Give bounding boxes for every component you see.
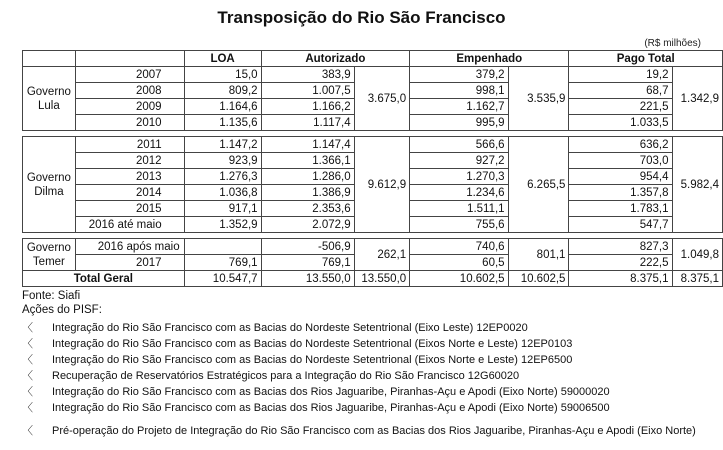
- pago-cell: 1.783,1: [569, 201, 672, 217]
- total-empenhado: 10.602,5: [410, 271, 508, 287]
- loa-cell: 1.135,6: [184, 115, 261, 131]
- action-item: 〈 Pré-operação do Projeto de Integração do Rio São Francisco com as Bacias dos Rios Jaguaribe, Piranhas-Açu e Apodi (Eixo Norte): [22, 422, 696, 438]
- empenhado-cell: 927,2: [410, 153, 508, 169]
- total-pago-sum: 8.375,1: [672, 271, 722, 287]
- budget-table: [22, 50, 723, 287]
- empenhado-cell: 379,2: [410, 67, 508, 83]
- bracket-bullet-icon: 〈: [22, 370, 33, 382]
- empenhado-subtotal-dilma: 6.265,5: [508, 137, 569, 233]
- loa-cell: 1.276,3: [184, 169, 261, 185]
- empenhado-cell: 1.511,1: [410, 201, 508, 217]
- total-label: Total Geral: [23, 271, 185, 287]
- pago-cell: 1.357,8: [569, 185, 672, 201]
- empenhado-cell: 1.270,3: [410, 169, 508, 185]
- autorizado-cell: 1.117,4: [261, 115, 354, 131]
- autorizado-cell: 1.286,0: [261, 169, 354, 185]
- action-item: 〈 Integração do Rio São Francisco com as Bacias do Nordeste Setentrional (Eixos Norte e Leste) 12EP0103: [22, 335, 572, 351]
- pago-cell: 1.033,5: [569, 115, 672, 131]
- government-label-lula: Governo Lula: [23, 67, 76, 131]
- total-pago: 8.375,1: [569, 271, 672, 287]
- pago-cell: 703,0: [569, 153, 672, 169]
- year-cell: 2008: [75, 83, 184, 99]
- autorizado-cell: 1.366,1: [261, 153, 354, 169]
- document-title: Transposição do Rio São Francisco: [217, 8, 506, 27]
- empenhado-cell: 740,6: [410, 239, 508, 255]
- year-cell: 2012: [75, 153, 184, 169]
- action-item: 〈 Integração do Rio São Francisco com as Bacias do Nordeste Setentrional (Eixos Norte e Leste) 12EP6500: [22, 351, 572, 367]
- table-row: [23, 239, 723, 255]
- year-cell: 2016 até maio: [75, 217, 184, 233]
- units-note: (R$ milhões): [644, 38, 701, 49]
- total-loa: 10.547,7: [184, 271, 261, 287]
- year-cell: 2010: [75, 115, 184, 131]
- loa-cell: 809,2: [184, 83, 261, 99]
- pago-cell: 222,5: [569, 255, 672, 271]
- bracket-bullet-icon: 〈: [22, 386, 33, 398]
- action-item: 〈 Integração do Rio São Francisco com as Bacias dos Rios Jaguaribe, Piranhas-Açu e Apodi (Eixo Norte) 59006500: [22, 399, 610, 415]
- pago-cell: 547,7: [569, 217, 672, 233]
- loa-cell: 1.164,6: [184, 99, 261, 115]
- bracket-bullet-icon: 〈: [22, 322, 33, 334]
- year-cell: 2016 após maio: [75, 239, 184, 255]
- year-cell: 2011: [75, 137, 184, 153]
- action-item: 〈 Integração do Rio São Francisco com as Bacias dos Rios Jaguaribe, Piranhas-Açu e Apodi (Eixo Norte) 59000020: [22, 383, 610, 399]
- action-item: 〈 Recuperação de Reservatórios Estratégicos para a Integração do Rio São Francisco 12G60020: [22, 367, 519, 383]
- autorizado-cell: 1.007,5: [261, 83, 354, 99]
- autorizado-subtotal-temer: 262,1: [354, 239, 410, 271]
- pago-subtotal-dilma: 5.982,4: [672, 137, 722, 233]
- loa-cell: 1.352,9: [184, 217, 261, 233]
- pago-subtotal-temer: 1.049,8: [672, 239, 722, 271]
- pago-cell: 68,7: [569, 83, 672, 99]
- empenhado-subtotal-temer: 801,1: [508, 239, 569, 271]
- source-note: Fonte: Siafi: [22, 290, 81, 302]
- header-empenhado: Empenhado: [410, 51, 569, 67]
- autorizado-cell: 1.166,2: [261, 99, 354, 115]
- table-row: [23, 137, 723, 153]
- empenhado-cell: 566,6: [410, 137, 508, 153]
- header-autorizado: Autorizado: [261, 51, 410, 67]
- year-cell: 2013: [75, 169, 184, 185]
- total-autorizado-sum: 13.550,0: [354, 271, 410, 287]
- header-row: [23, 51, 723, 67]
- empenhado-cell: 755,6: [410, 217, 508, 233]
- pago-cell: 636,2: [569, 137, 672, 153]
- empenhado-subtotal-lula: 3.535,9: [508, 67, 569, 131]
- year-cell: 2007: [75, 67, 184, 83]
- bracket-bullet-icon: 〈: [22, 354, 33, 366]
- year-cell: 2009: [75, 99, 184, 115]
- header-pago-total: Pago Total: [569, 51, 723, 67]
- pago-subtotal-lula: 1.342,9: [672, 67, 722, 131]
- autorizado-cell: -506,9: [261, 239, 354, 255]
- total-empenhado-sum: 10.602,5: [508, 271, 569, 287]
- header-loa: LOA: [184, 51, 261, 67]
- government-label-temer: Governo Temer: [23, 239, 76, 271]
- loa-cell: 769,1: [184, 255, 261, 271]
- autorizado-subtotal-lula: 3.675,0: [354, 67, 410, 131]
- pago-cell: 954,4: [569, 169, 672, 185]
- loa-cell: 917,1: [184, 201, 261, 217]
- loa-cell: 923,9: [184, 153, 261, 169]
- loa-cell: 15,0: [184, 67, 261, 83]
- empenhado-cell: 60,5: [410, 255, 508, 271]
- empenhado-cell: 998,1: [410, 83, 508, 99]
- bracket-bullet-icon: 〈: [22, 402, 33, 414]
- loa-cell: [184, 239, 261, 255]
- total-autorizado: 13.550,0: [261, 271, 354, 287]
- empenhado-cell: 995,9: [410, 115, 508, 131]
- empenhado-cell: 1.162,7: [410, 99, 508, 115]
- bracket-bullet-icon: 〈: [22, 338, 33, 350]
- actions-title: Ações do PISF:: [22, 304, 102, 316]
- autorizado-subtotal-dilma: 9.612,9: [354, 137, 410, 233]
- year-cell: 2014: [75, 185, 184, 201]
- bracket-bullet-icon: 〈: [22, 425, 33, 437]
- autorizado-cell: 2.353,6: [261, 201, 354, 217]
- autorizado-cell: 383,9: [261, 67, 354, 83]
- government-label-dilma: Governo Dilma: [23, 137, 76, 233]
- autorizado-cell: 1.147,4: [261, 137, 354, 153]
- loa-cell: 1.147,2: [184, 137, 261, 153]
- loa-cell: 1.036,8: [184, 185, 261, 201]
- autorizado-cell: 2.072,9: [261, 217, 354, 233]
- pago-cell: 827,3: [569, 239, 672, 255]
- autorizado-cell: 769,1: [261, 255, 354, 271]
- action-item: 〈 Integração do Rio São Francisco com as Bacias do Nordeste Setentrional (Eixo Leste) 12EP0020: [22, 319, 528, 335]
- table-row: [23, 67, 723, 83]
- autorizado-cell: 1.386,9: [261, 185, 354, 201]
- pago-cell: 19,2: [569, 67, 672, 83]
- empenhado-cell: 1.234,6: [410, 185, 508, 201]
- year-cell: 2015: [75, 201, 184, 217]
- pago-cell: 221,5: [569, 99, 672, 115]
- year-cell: 2017: [75, 255, 184, 271]
- total-row: [23, 271, 723, 287]
